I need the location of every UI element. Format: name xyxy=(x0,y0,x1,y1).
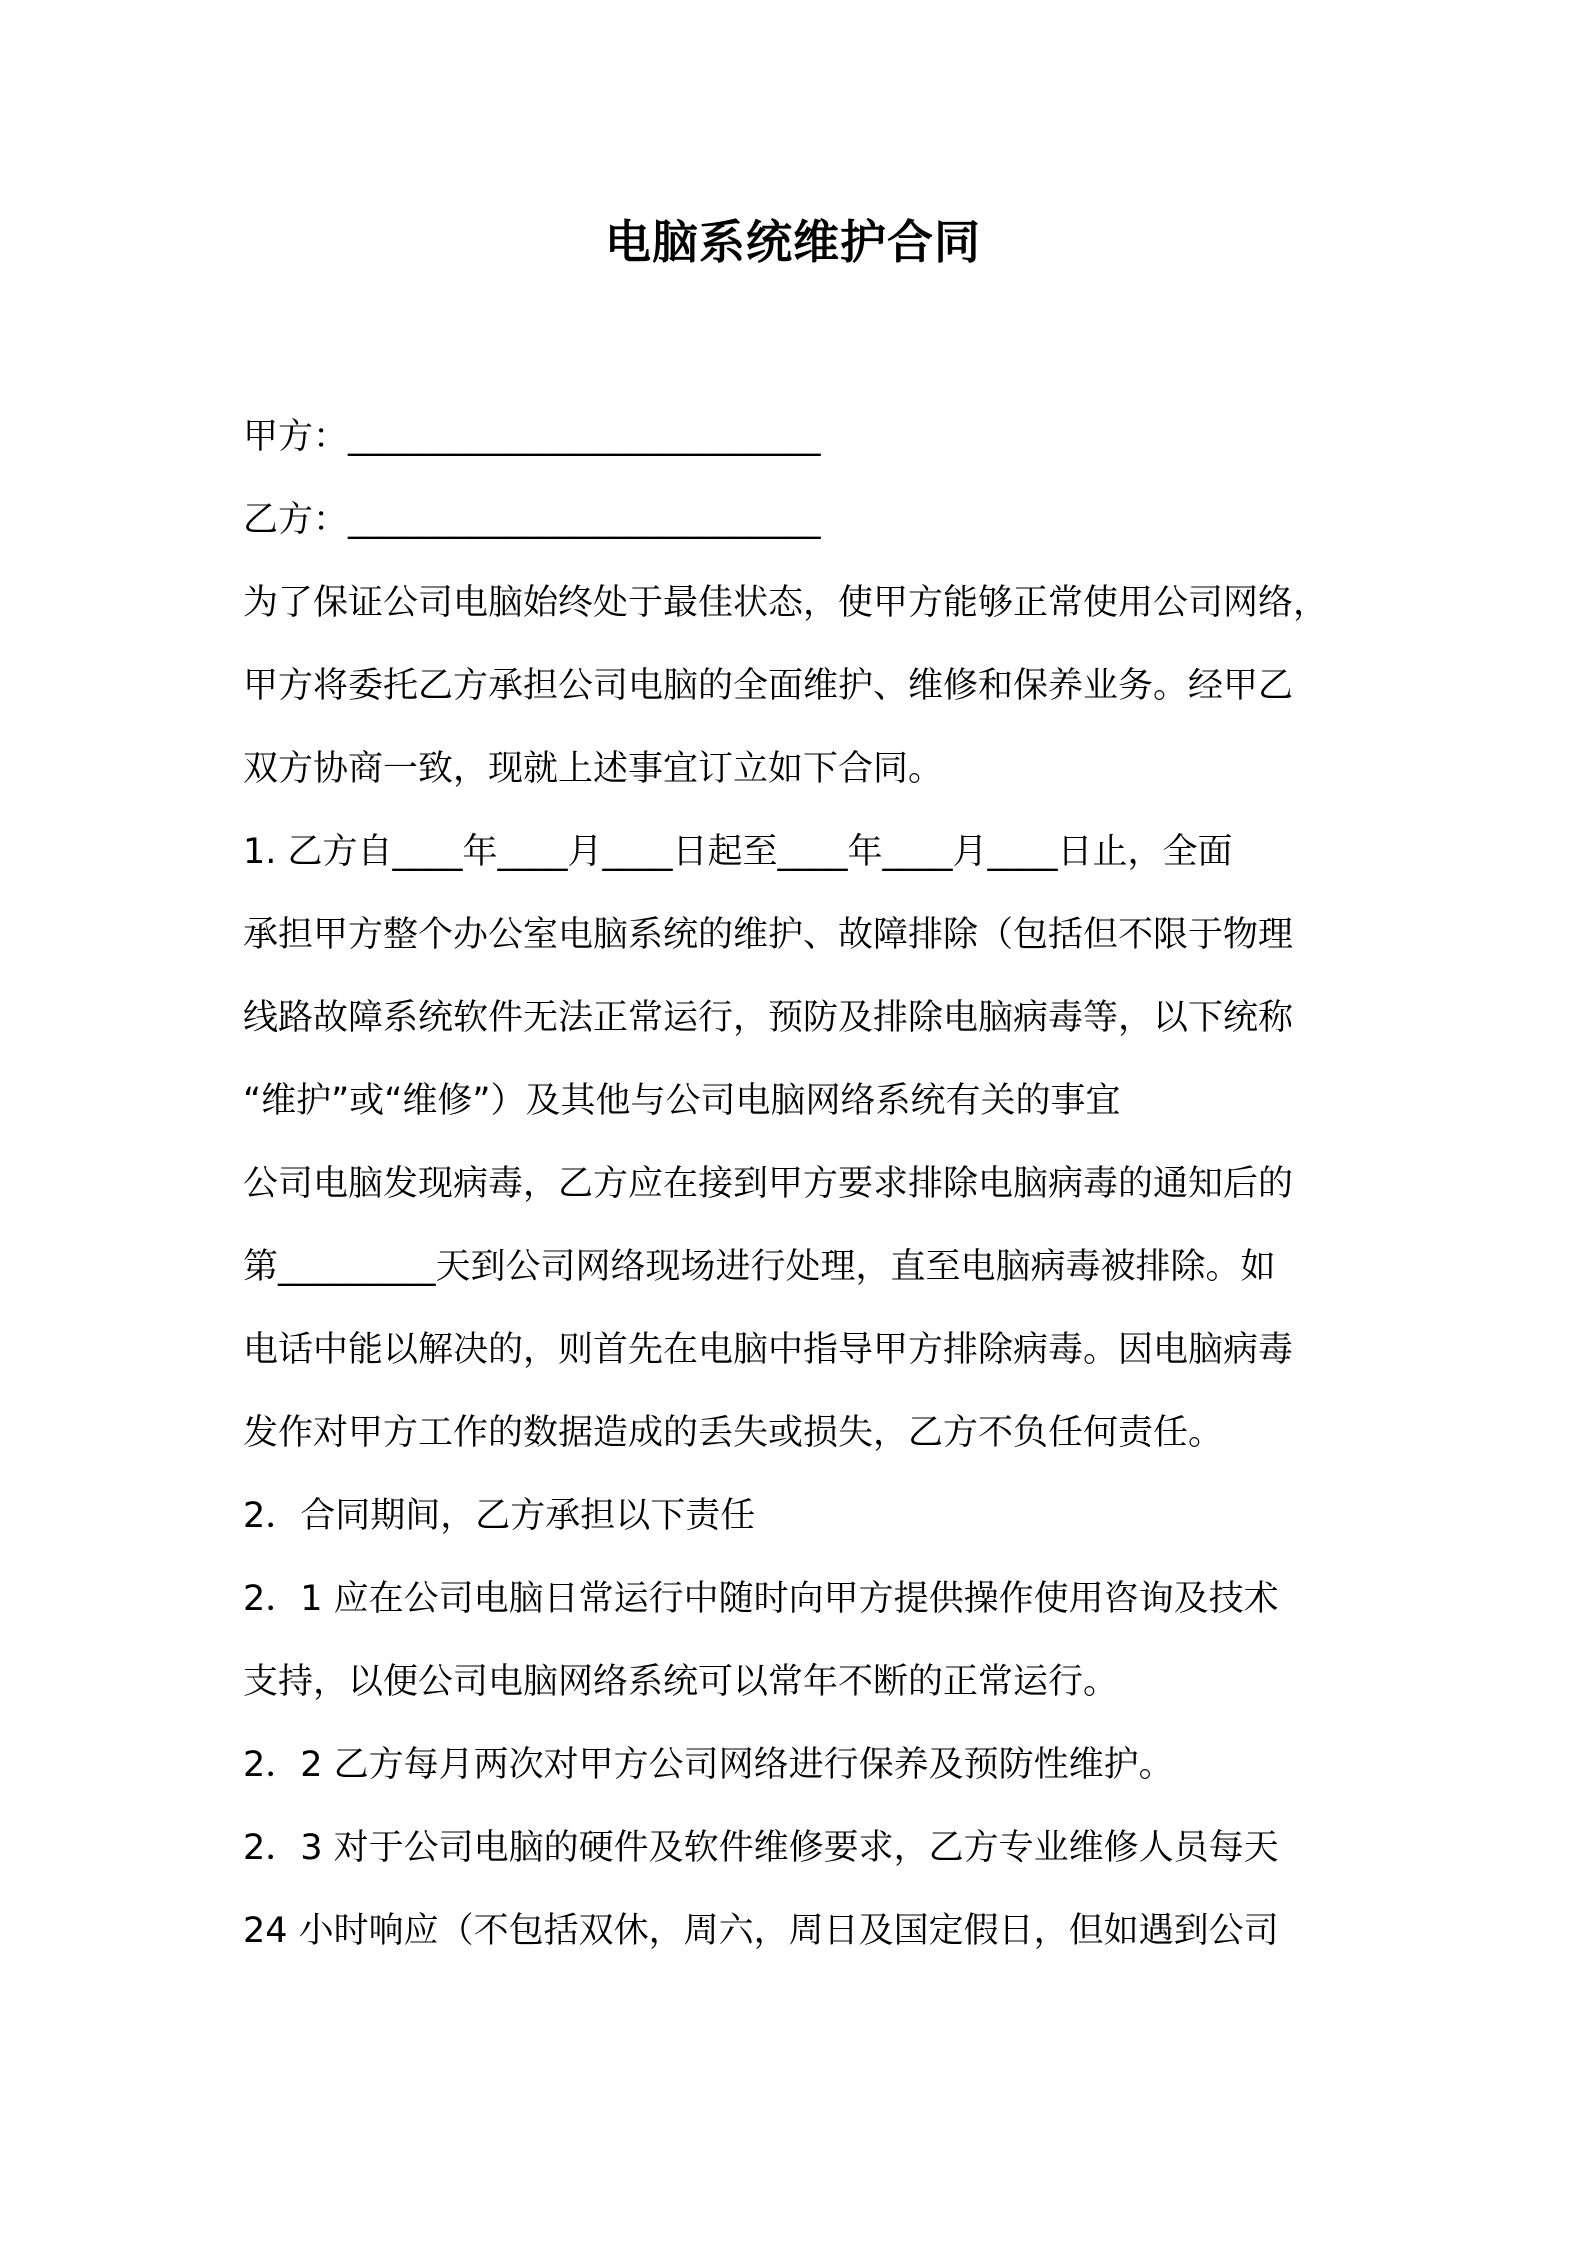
clause-2-3-line: 2．3 对于公司电脑的硬件及软件维修要求，乙方专业维修人员每天 xyxy=(243,1828,1279,1868)
party-a-line: 甲方：___________________________ xyxy=(243,417,821,457)
body-line: 24 小时响应（不包括双休，周六，周日及国定假日，但如遇到公司 xyxy=(243,1911,1279,1951)
clause-2-2-line: 2．2 乙方每月两次对甲方公司网络进行保养及预防性维护。 xyxy=(243,1745,1174,1785)
body-line: 发作对甲方工作的数据造成的丢失或损失，乙方不负任何责任。 xyxy=(243,1413,1224,1453)
body-line: 为了保证公司电脑始终处于最佳状态，使甲方能够正常使用公司网络， xyxy=(243,583,1329,623)
clause-1-line: 1. 乙方自____年____月____日起至____年____月____日止，全面 xyxy=(243,832,1233,872)
party-b-line: 乙方：___________________________ xyxy=(243,500,821,540)
body-line: 承担甲方整个办公室电脑系统的维护、故障排除（包括但不限于物理 xyxy=(243,915,1294,955)
body-line: 线路故障系统软件无法正常运行，预防及排除电脑病毒等，以下统称 xyxy=(243,998,1294,1038)
body-line: 第_________天到公司网络现场进行处理，直至电脑病毒被排除。如 xyxy=(243,1247,1276,1287)
clause-2-1-line: 2．1 应在公司电脑日常运行中随时向甲方提供操作使用咨询及技术 xyxy=(243,1579,1279,1619)
clause-2-heading: 2．合同期间，乙方承担以下责任 xyxy=(243,1496,756,1536)
body-line: 支持，以便公司电脑网络系统可以常年不断的正常运行。 xyxy=(243,1662,1119,1702)
body-line: 公司电脑发现病毒，乙方应在接到甲方要求排除电脑病毒的通知后的 xyxy=(243,1164,1294,1204)
body-line: “维护”或“维修”）及其他与公司电脑网络系统有关的事宜 xyxy=(243,1081,1121,1121)
body-line: 双方协商一致，现就上述事宜订立如下合同。 xyxy=(243,749,944,789)
body-line: 甲方将委托乙方承担公司电脑的全面维护、维修和保养业务。经甲乙 xyxy=(243,666,1294,706)
document-title: 电脑系统维护合同 xyxy=(605,215,981,269)
body-line: 电话中能以解决的，则首先在电脑中指导甲方排除病毒。因电脑病毒 xyxy=(243,1330,1294,1370)
